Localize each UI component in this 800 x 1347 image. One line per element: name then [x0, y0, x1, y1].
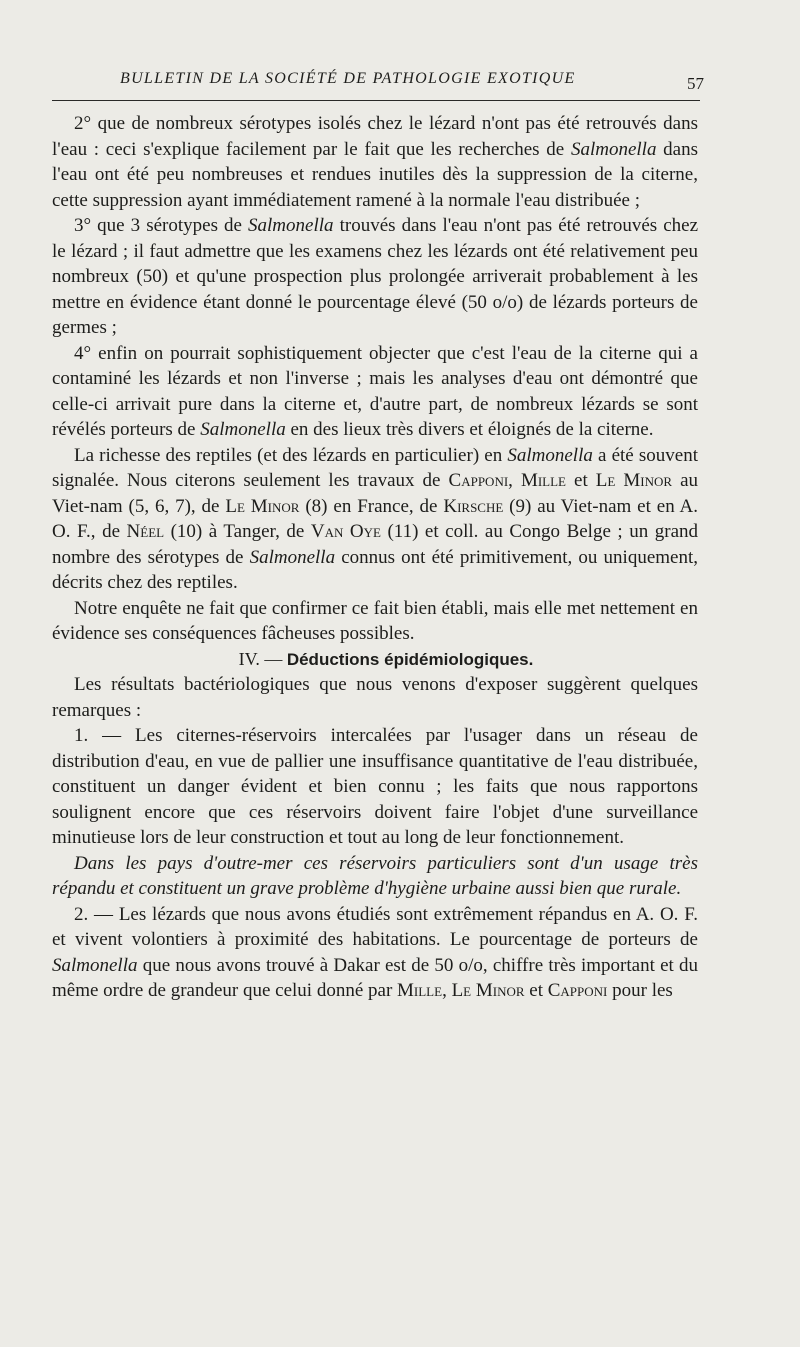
author-name: Capponi [448, 470, 509, 491]
author-name: Van Oye [310, 521, 381, 542]
paragraph-point-3 [52, 213, 698, 341]
author-name: Le Minor [225, 495, 300, 517]
text-run: trouvés dans l'eau n'ont pas été retrouvés chez le lézard ; il faut admettre que les examens chez les lézards ont été relativement peu nombreux (50) et qu'une prospection plus prolongée arriverait probablement à les mettre en évidence étant donné le pourcentage élevé (50 o/o) de lézards porteurs de germes ; [52, 215, 698, 338]
text-run: , [442, 980, 452, 1001]
genus-name: Salmonella [52, 954, 138, 976]
text-run: et [566, 470, 596, 491]
paragraph-confirmation: Notre enquête ne fait que confirmer ce fait bien établi, mais elle met nettement en évidence ses conséquences fâcheuses possibles. [52, 597, 698, 644]
genus-name: Salmonella [248, 215, 334, 236]
text-run: et [524, 980, 548, 1001]
text-run: pour les [607, 980, 673, 1001]
author-name: Le Minor [451, 980, 525, 1001]
text-run: La richesse des reptiles (et des lézards en particulier) en [74, 444, 508, 466]
paragraph-remark-2 [52, 902, 698, 1004]
text-run: (9) au Viet-nam et en A. O. F., de [52, 495, 699, 542]
text-run: en des lieux très divers et éloignés de la citerne. [285, 419, 654, 440]
paragraph-reptiles [52, 443, 698, 596]
journal-title: BULLETIN DE LA SOCIÉTÉ DE PATHOLOGIE EXOTIQUE [120, 70, 576, 87]
text-run: au Viet-nam (5, 6, 7), de [52, 470, 698, 517]
text-run: , [508, 470, 521, 491]
genus-name: Salmonella [249, 546, 336, 568]
text-run: 3° que 3 sérotypes de [74, 215, 249, 236]
text-run: a été souvent signalée. Nous citerons seulement les travaux de [52, 444, 698, 491]
text-run: (10) à Tanger, de [164, 521, 311, 542]
paragraph-emphasis: Dans les pays d'outre-mer ces réservoirs particuliers sont d'un usage très répandu et constituent un grave problème d'hygiène urbaine aussi bien que rurale. [52, 852, 698, 899]
running-header [52, 66, 704, 101]
section-heading [52, 647, 698, 673]
genus-name: Salmonella [570, 138, 657, 160]
text-run: (8) en France, de [299, 495, 444, 517]
author-name: Capponi [547, 980, 608, 1001]
text-run: (11) et coll. au Congo Belge ; un grand nombre des sérotypes de [52, 521, 698, 568]
author-name: Kirsche [443, 495, 504, 517]
author-name: Mille [520, 470, 566, 491]
author-name: Néel [126, 521, 165, 542]
text-run: 2. — Les lézards que nous avons étudiés sont extrêmement répandus en A. O. F. et vivent volontiers à proximité des habitations. Le pourcentage de porteurs de [52, 903, 698, 950]
text-run: que nous avons trouvé à Dakar est de 50 o/o, chiffre très important et du même ordre de grandeur que celui donné par [52, 954, 698, 1001]
paragraph-intro: Les résultats bactériologiques que nous venons d'exposer suggèrent quelques remarques : [52, 674, 698, 721]
page-number: 57 [687, 74, 704, 93]
author-name: Mille [397, 980, 443, 1001]
author-name: Le Minor [595, 470, 673, 491]
paragraph-point-2 [52, 111, 698, 213]
paragraph-remark-1: 1. — Les citernes-réservoirs intercalées par l'usager dans un réseau de distribution d'eau, en vue de pallier une insuffisance quantitative de l'eau distribuée, constituent un danger évident et bien connu ; les faits que nous rapportons soulignent encore que ces réservoirs doivent faire l'objet d'une surveillance minutieuse lors de leur construction et tout au long de leur fonctionnement. [52, 725, 698, 848]
paragraph-point-4 [52, 341, 698, 443]
section-number: IV. — [238, 648, 287, 669]
section-title: Déductions épidémiologiques. [286, 649, 534, 669]
text-run: connus ont été primitivement, ou uniquement, décrits chez des reptiles. [52, 546, 698, 593]
text-run: 2° que de nombreux sérotypes isolés chez le lézard n'ont pas été retrouvés dans l'eau : ceci s'explique facilement par le fait que les recherches de [52, 113, 698, 160]
genus-name: Salmonella [200, 419, 286, 440]
article-body [52, 111, 698, 1004]
text-run: 4° enfin on pourrait sophistiquement objecter que c'est l'eau de la citerne qui a contaminé les lézards et non l'inverse ; mais les analyses d'eau ont démontré que celle-ci arrivait pure dans la citerne et, d'autre part, de nombreux lézards se sont révélés porteurs de [52, 342, 698, 440]
text-run: dans l'eau ont été peu nombreuses et rendues inutiles dès la suppression de la citerne, cette suppression ayant immédiatement ramené à la normale l'eau distribuée ; [52, 138, 698, 211]
genus-name: Salmonella [507, 444, 593, 466]
